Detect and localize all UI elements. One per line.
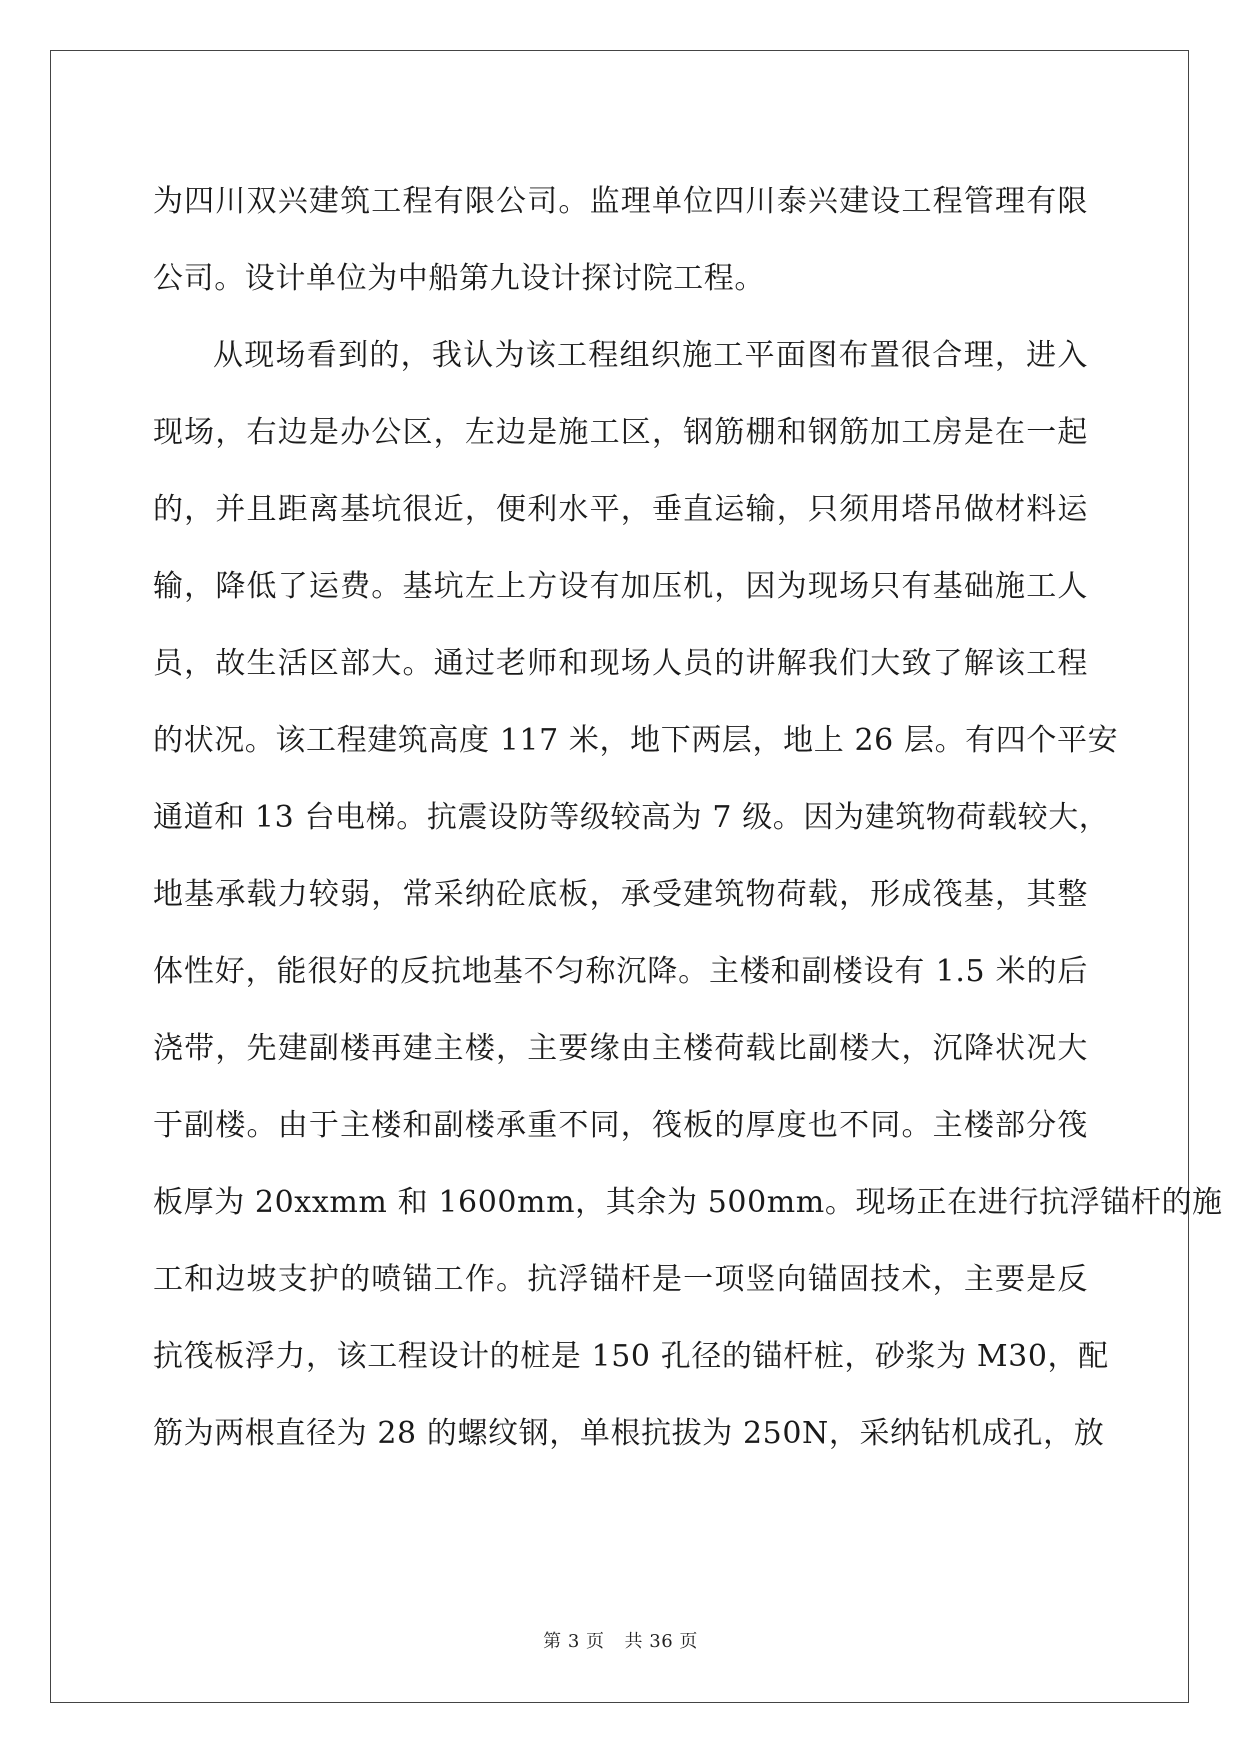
text-line: 输，降低了运费。基坑左上方设有加压机，因为现场只有基础施工人 (153, 569, 1088, 604)
text-line: 工和边坡支护的喷锚工作。抗浮锚杆是一项竖向锚固技术，主要是反 (153, 1262, 1088, 1297)
text-line: 员，故生活区部大。通过老师和现场人员的讲解我们大致了解该工程 (153, 646, 1088, 681)
text-line: 的状况。该工程建筑高度 117 米，地下两层，地上 26 层。有四个平安 (153, 723, 1119, 758)
paragraph-1 (153, 163, 1088, 317)
text-line: 现场，右边是办公区，左边是施工区，钢筋棚和钢筋加工房是在一起 (153, 415, 1088, 450)
text-line: 筋为两根直径为 28 的螺纹钢，单根抗拔为 250N，采纳钻机成孔，放 (153, 1416, 1105, 1451)
text-line: 的，并且距离基坑很近，便利水平，垂直运输，只须用塔吊做材料运 (153, 492, 1088, 527)
page-total: 共 36 页 (624, 1631, 698, 1652)
text-line: 浇带，先建副楼再建主楼，主要缘由主楼荷载比副楼大，沉降状况大 (153, 1031, 1088, 1066)
text-line: 板厚为 20xxmm 和 1600mm，其余为 500mm。现场正在进行抗浮锚杆的施 (153, 1185, 1223, 1220)
text-line: 通道和 13 台电梯。抗震设防等级较高为 7 级。因为建筑物荷载较大， (153, 800, 1110, 835)
paragraph-2 (153, 317, 1223, 1472)
text-line: 为四川双兴建筑工程有限公司。监理单位四川泰兴建设工程管理有限 (153, 184, 1088, 219)
document-body (153, 163, 1223, 1472)
text-line: 公司。设计单位为中船第九设计探讨院工程。 (153, 261, 765, 296)
text-line: 于副楼。由于主楼和副楼承重不同，筏板的厚度也不同。主楼部分筏 (153, 1108, 1088, 1143)
page-footer (0, 1627, 1241, 1653)
text-line: 从现场看到的，我认为该工程组织施工平面图布置很合理，进入 (213, 338, 1088, 373)
text-line: 体性好，能很好的反抗地基不匀称沉降。主楼和副楼设有 1.5 米的后 (153, 954, 1088, 989)
page-number: 第 3 页 (543, 1631, 605, 1652)
text-line: 地基承载力较弱，常采纳砼底板，承受建筑物荷载，形成筏基，其整 (153, 877, 1088, 912)
text-line: 抗筏板浮力，该工程设计的桩是 150 孔径的锚杆桩，砂浆为 M30，配 (153, 1339, 1109, 1374)
